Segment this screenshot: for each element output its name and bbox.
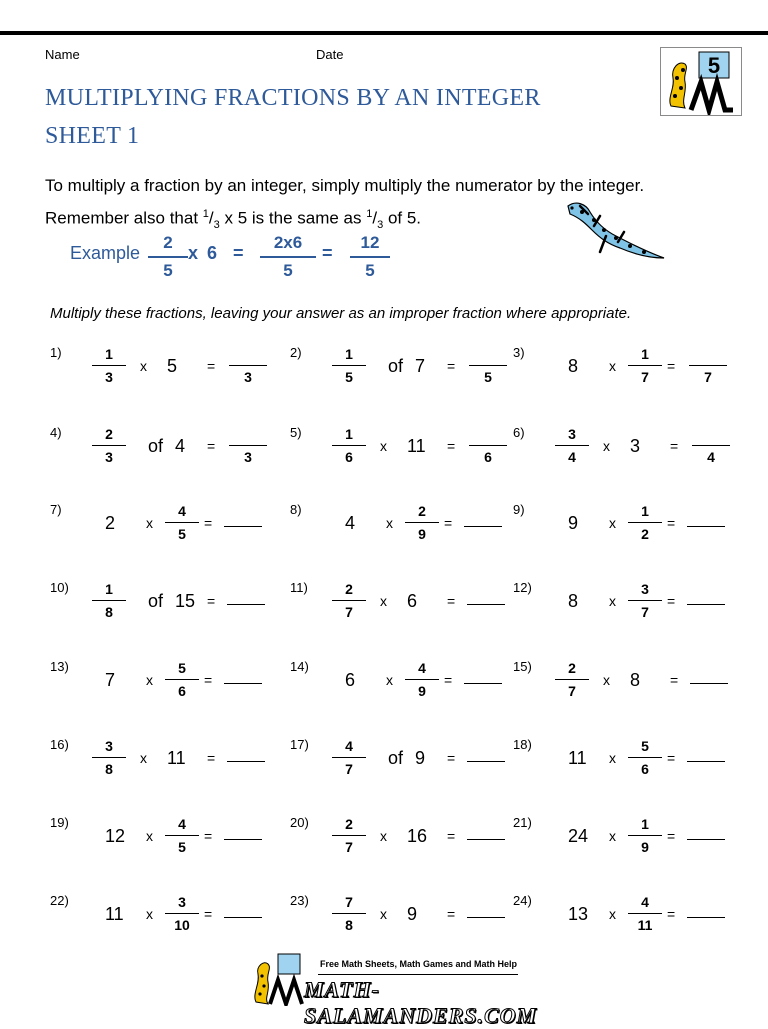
problem-integer: 2: [105, 513, 116, 533]
problem-equals: =: [667, 593, 676, 609]
grade-number: 5: [707, 53, 721, 78]
problem-number: 7): [50, 502, 62, 517]
problem-fraction: 1 7: [628, 345, 662, 386]
name-label: Name: [45, 47, 80, 62]
problem-integer: 6: [345, 670, 356, 690]
answer-fraction: 3: [229, 345, 267, 386]
problem-number: 20): [290, 815, 309, 830]
problem-integer: 8: [568, 356, 579, 376]
problem-item: [50, 893, 290, 953]
problem-number: 19): [50, 815, 69, 830]
problem-item: [50, 345, 290, 405]
problem-fraction: 3 7: [628, 580, 662, 621]
problem-operator: x: [140, 750, 147, 766]
problem-item: [50, 425, 290, 485]
answer-blank: [687, 839, 725, 840]
footer-site-name: MATH-SALAMANDERS.COM: [304, 977, 538, 1028]
salamander-illustration-icon: [560, 196, 670, 268]
problem-number: 11): [290, 580, 308, 595]
answer-fraction: 7: [689, 345, 727, 386]
problem-integer: 7: [105, 670, 116, 690]
problem-operator: of: [388, 356, 404, 376]
problem-item: [513, 815, 753, 875]
problem-integer: 13: [568, 904, 589, 924]
answer-blank: [467, 604, 505, 605]
problem-number: 16): [50, 737, 69, 752]
example-integer: 6: [207, 243, 218, 263]
answer-blank: [687, 526, 725, 527]
problem-operator: x: [386, 672, 393, 688]
problem-operator: x: [380, 593, 387, 609]
problem-operator: x: [603, 672, 610, 688]
answer-blank: [464, 526, 502, 527]
problem-fraction: 3 8: [92, 737, 126, 778]
problem-equals: =: [667, 828, 676, 844]
problem-fraction: 2 7: [332, 815, 366, 856]
problem-fraction: 4 5: [165, 815, 199, 856]
answer-fraction: 5: [469, 345, 507, 386]
example-fraction-1: 2 5: [148, 232, 188, 282]
problem-item: [50, 659, 290, 719]
problem-equals: =: [447, 906, 456, 922]
salamander-logo-icon: [661, 48, 741, 115]
date-label: Date: [316, 47, 344, 62]
answer-blank: [467, 839, 505, 840]
problem-number: 8): [290, 502, 302, 517]
problem-item: [50, 502, 290, 562]
answer-blank: [687, 604, 725, 605]
problem-integer: 7: [415, 356, 426, 376]
problem-equals: =: [667, 906, 676, 922]
problem-item: [290, 502, 530, 562]
problem-item: [50, 580, 290, 640]
problem-item: [50, 815, 290, 875]
problem-item: [290, 580, 530, 640]
problem-item: [513, 893, 753, 953]
grade-level-logo: [660, 47, 742, 116]
problem-fraction: 4 5: [165, 502, 199, 543]
problem-item: [290, 893, 530, 953]
problem-equals: =: [204, 906, 213, 922]
problem-operator: x: [380, 906, 387, 922]
problem-operator: x: [146, 828, 153, 844]
answer-blank: [687, 917, 725, 918]
problem-fraction: 1 5: [332, 345, 366, 386]
problem-integer: 11: [167, 748, 186, 768]
problem-item: [290, 659, 530, 719]
problem-item: [290, 345, 530, 405]
problem-operator: x: [380, 438, 387, 454]
problem-operator: x: [140, 358, 147, 374]
problem-number: 21): [513, 815, 532, 830]
problem-equals: =: [447, 438, 456, 454]
problem-fraction: 1 9: [628, 815, 662, 856]
problem-operator: x: [146, 515, 153, 531]
answer-blank: [224, 526, 262, 527]
problem-equals: =: [207, 358, 216, 374]
problem-integer: 9: [407, 904, 418, 924]
problem-number: 4): [50, 425, 62, 440]
problem-item: [290, 737, 530, 797]
answer-blank: [464, 683, 502, 684]
problem-equals: =: [207, 750, 216, 766]
problem-operator: x: [146, 672, 153, 688]
footer-tagline: Free Math Sheets, Math Games and Math Help: [320, 959, 518, 969]
problem-equals: =: [444, 672, 453, 688]
problem-operator: x: [146, 906, 153, 922]
footer-divider: [318, 974, 518, 975]
problem-integer: 12: [105, 826, 126, 846]
problem-operator: x: [609, 828, 616, 844]
problem-fraction: 7 8: [332, 893, 366, 934]
answer-blank: [224, 683, 262, 684]
problem-item: [513, 345, 753, 405]
problem-fraction: 1 6: [332, 425, 366, 466]
problem-equals: =: [447, 828, 456, 844]
problem-number: 1): [50, 345, 62, 360]
answer-fraction: 6: [469, 425, 507, 466]
problem-number: 17): [290, 737, 309, 752]
problem-integer: 4: [175, 436, 186, 456]
problem-fraction: 5 6: [628, 737, 662, 778]
problem-number: 3): [513, 345, 525, 360]
footer-salamander-logo-icon: [250, 952, 306, 1006]
problem-number: 18): [513, 737, 532, 752]
answer-blank: [687, 761, 725, 762]
problem-item: [513, 659, 753, 719]
footer: [250, 950, 550, 1028]
problem-fraction: 1 3: [92, 345, 126, 386]
problem-operator: x: [603, 438, 610, 454]
problem-item: [513, 737, 753, 797]
problem-equals: =: [204, 515, 213, 531]
answer-blank: [227, 604, 265, 605]
problem-fraction: 2 7: [332, 580, 366, 621]
problem-fraction: 3 4: [555, 425, 589, 466]
problem-number: 5): [290, 425, 302, 440]
problem-equals: =: [670, 438, 679, 454]
problem-integer: 11: [407, 436, 426, 456]
problem-integer: 5: [167, 356, 178, 376]
problem-item: [513, 425, 753, 485]
problem-number: 24): [513, 893, 532, 908]
instructions: Multiply these fractions, leaving your answer as an improper fraction where appropriate.: [50, 305, 632, 322]
problem-fraction: 2 9: [405, 502, 439, 543]
problem-number: 13): [50, 659, 69, 674]
problem-equals: =: [207, 593, 216, 609]
intro-line-2: Remember also that $^1/_3$ x 5 is the same as $^1/_3$ of 5.: [45, 208, 422, 232]
problem-integer: 15: [175, 591, 196, 611]
problem-equals: =: [207, 438, 216, 454]
problem-fraction: 4 9: [405, 659, 439, 700]
example-multiply-sign: x: [188, 243, 199, 263]
answer-blank: [227, 761, 265, 762]
problem-number: 12): [513, 580, 532, 595]
answer-blank: [690, 683, 728, 684]
problem-integer: 8: [568, 591, 579, 611]
problem-integer: 4: [345, 513, 356, 533]
page-subtitle: SHEET 1: [45, 123, 140, 149]
problem-item: [513, 580, 753, 640]
example-equals-1: =: [233, 243, 244, 263]
problem-fraction: 4 7: [332, 737, 366, 778]
problem-fraction: 4 11: [628, 893, 662, 934]
answer-blank: [467, 917, 505, 918]
problem-number: 22): [50, 893, 69, 908]
problem-fraction: 3 10: [165, 893, 199, 934]
problem-operator: x: [380, 828, 387, 844]
problem-operator: of: [148, 436, 164, 456]
problem-number: 9): [513, 502, 525, 517]
example-fraction-3: 12 5: [350, 232, 390, 282]
problem-operator: x: [609, 750, 616, 766]
answer-blank: [224, 917, 262, 918]
problem-fraction: 2 3: [92, 425, 126, 466]
problem-number: 15): [513, 659, 532, 674]
problem-fraction: 5 6: [165, 659, 199, 700]
problem-item: [290, 815, 530, 875]
intro-line-1: To multiply a fraction by an integer, simply multiply the numerator by the integer.: [45, 176, 645, 195]
problem-integer: 9: [415, 748, 426, 768]
problem-number: 6): [513, 425, 525, 440]
top-border: [0, 31, 768, 35]
problem-number: 14): [290, 659, 309, 674]
problem-item: [50, 737, 290, 797]
example-equals-2: =: [322, 243, 333, 263]
problem-integer: 8: [630, 670, 641, 690]
problem-fraction: 2 7: [555, 659, 589, 700]
problem-item: [513, 502, 753, 562]
problem-number: 10): [50, 580, 69, 595]
problem-integer: 9: [568, 513, 579, 533]
problem-equals: =: [670, 672, 679, 688]
example-label: Example: [70, 243, 141, 263]
answer-blank: [467, 761, 505, 762]
problem-equals: =: [204, 672, 213, 688]
answer-fraction: 4: [692, 425, 730, 466]
answer-fraction: 3: [229, 425, 267, 466]
problem-equals: =: [667, 750, 676, 766]
problem-equals: =: [667, 358, 676, 374]
problem-operator: of: [148, 591, 164, 611]
problem-operator: x: [609, 906, 616, 922]
problem-number: 23): [290, 893, 309, 908]
answer-blank: [224, 839, 262, 840]
problem-operator: x: [609, 358, 616, 374]
problem-integer: 16: [407, 826, 428, 846]
problem-operator: of: [388, 748, 404, 768]
problem-equals: =: [447, 750, 456, 766]
problem-integer: 3: [630, 436, 641, 456]
problem-equals: =: [444, 515, 453, 531]
problem-integer: 11: [568, 748, 587, 768]
problem-equals: =: [667, 515, 676, 531]
problem-integer: 11: [105, 904, 124, 924]
problem-equals: =: [447, 358, 456, 374]
problem-equals: =: [447, 593, 456, 609]
problem-integer: 24: [568, 826, 589, 846]
problem-fraction: 1 8: [92, 580, 126, 621]
example-fraction-2: 2x6 5: [260, 232, 316, 282]
problem-equals: =: [204, 828, 213, 844]
problem-number: 2): [290, 345, 302, 360]
problem-operator: x: [609, 593, 616, 609]
problem-operator: x: [609, 515, 616, 531]
problem-integer: 6: [407, 591, 418, 611]
problem-fraction: 1 2: [628, 502, 662, 543]
problem-operator: x: [386, 515, 393, 531]
problem-item: [290, 425, 530, 485]
page-title: MULTIPLYING FRACTIONS BY AN INTEGER: [45, 85, 541, 111]
